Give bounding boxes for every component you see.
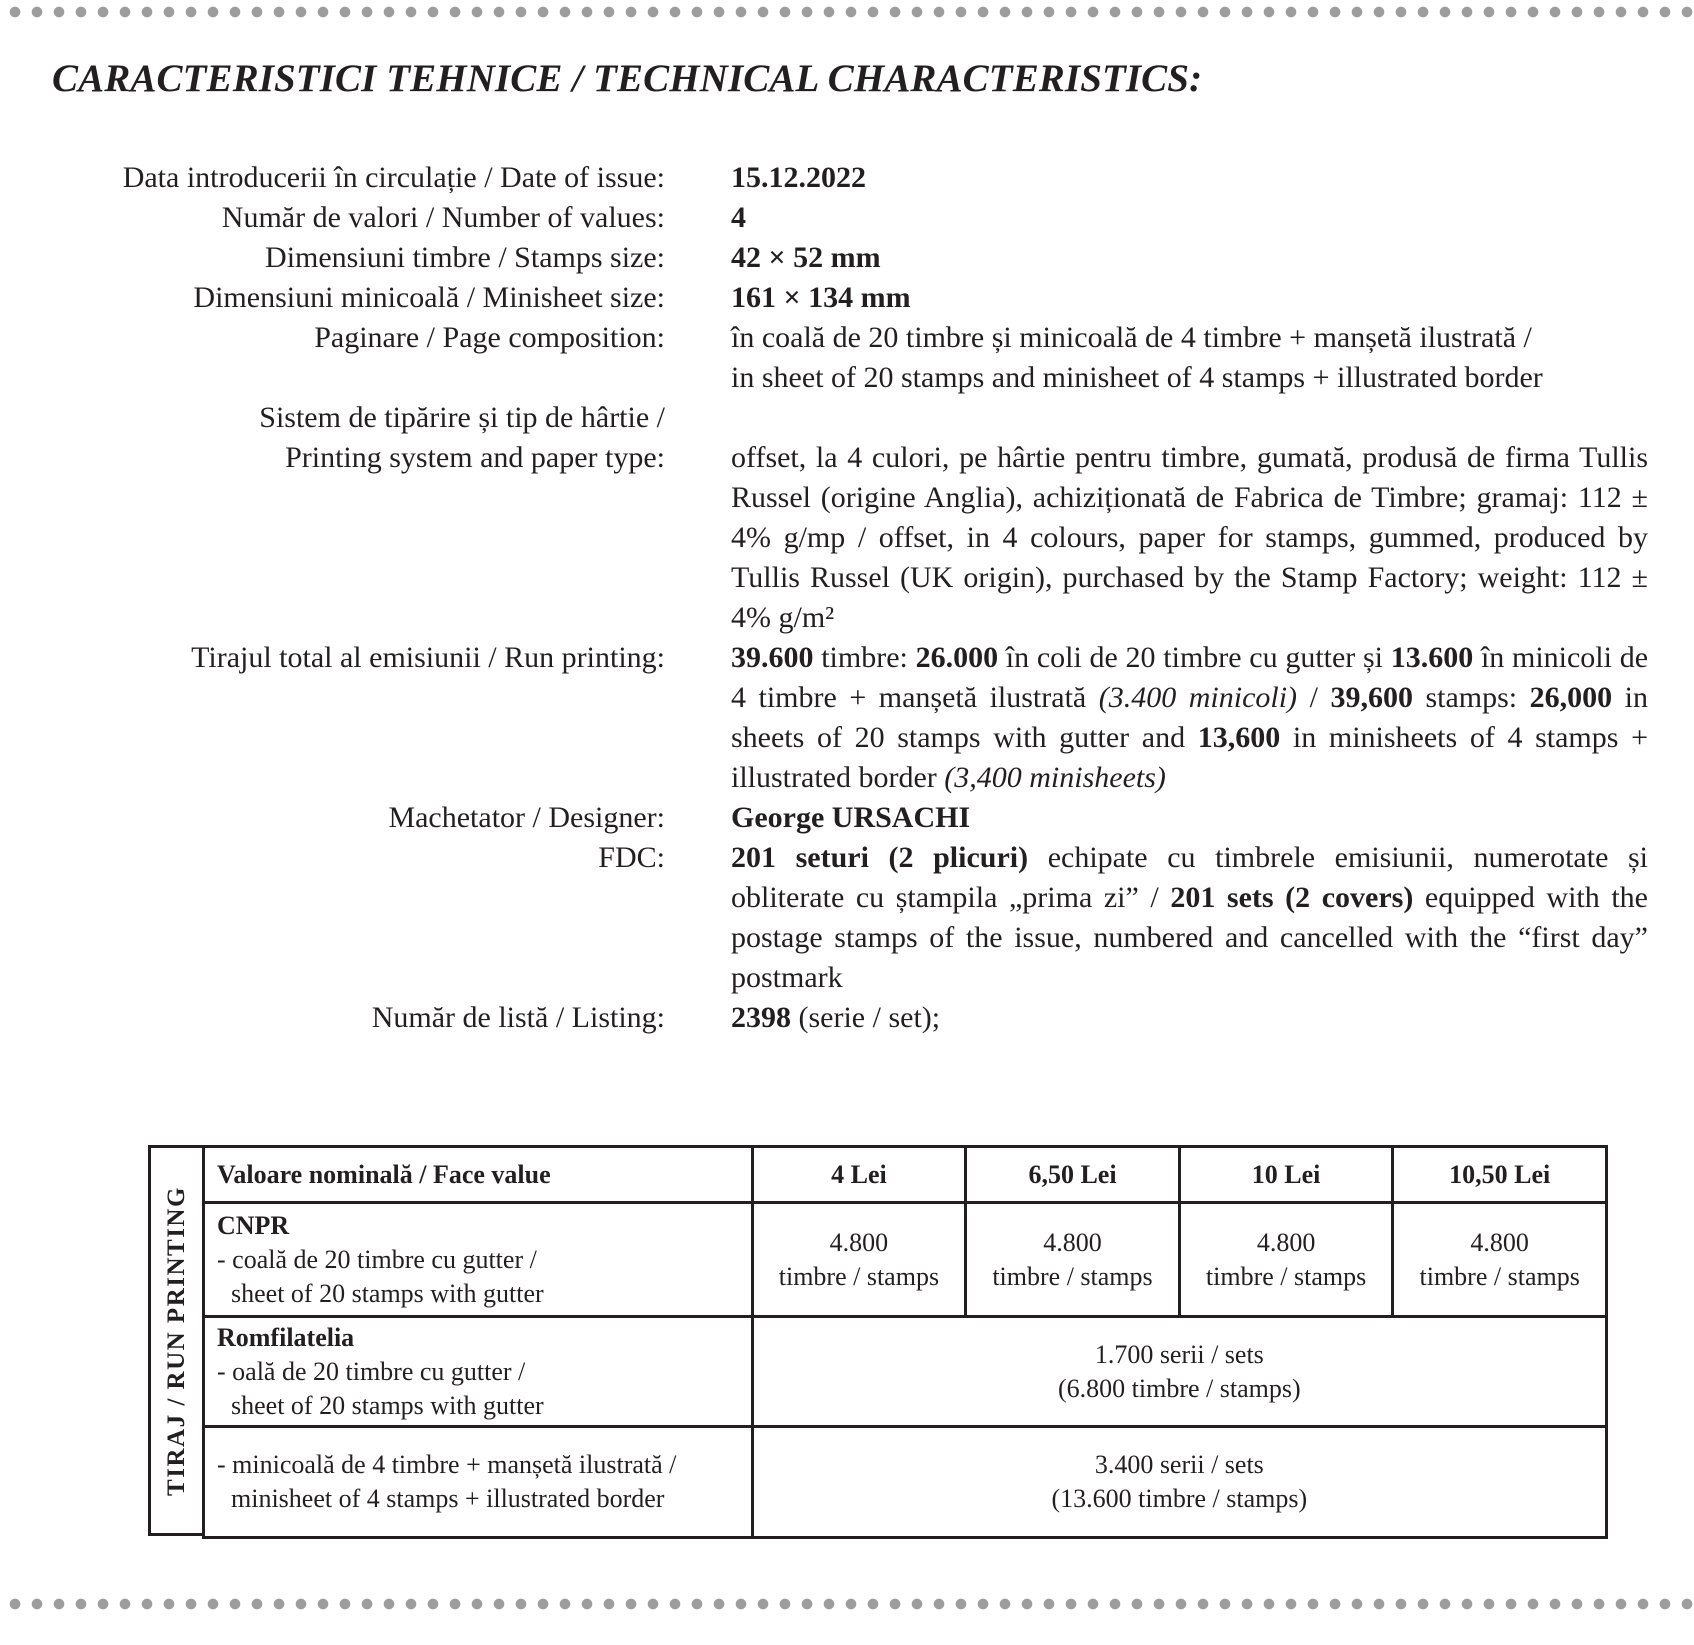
spec-row-date [0,158,1694,198]
spec-value [731,998,1648,1038]
run-minisheets-ro: 13.600 [1390,641,1474,674]
table-row-cnpr [204,1203,1607,1317]
specs-list [0,158,1694,1038]
spec-label: FDC: [598,841,665,874]
header-value-6-50-lei: 6,50 Lei [966,1147,1180,1203]
row-title: Romfilatelia [217,1322,355,1352]
spec-row-printing-label [0,398,1694,438]
spec-label: Tirajul total al emisiunii / Run printing: [191,641,665,674]
spec-label: Număr de listă / Listing: [371,1001,665,1034]
cell-line: 1.700 serii / sets [1094,1339,1264,1369]
run-minisheets-en: 13,600 [1197,721,1281,754]
table-row-romfilatelia [204,1317,1607,1427]
run-text: in sheets of 20 stamps with gutter and [731,681,1648,754]
cell-line: (6.800 timbre / stamps) [1057,1373,1301,1403]
spec-row-number-of-values [0,198,1694,238]
spec-row-listing [0,998,1694,1038]
cell-unit: timbre / stamps [992,1261,1153,1291]
spec-value: 42 × 52 mm [731,241,881,274]
spec-row-designer [0,798,1694,838]
spec-value: 15.12.2022 [731,161,866,194]
spec-label: Data introducerii în circulație / Date of issue: [122,161,665,194]
fdc-text: echipate cu timbrele emisiunii, numerotate și obliterate cu ștampila „prima zi” / [731,841,1648,914]
run-note-ro: (3.400 minicoli) [1098,681,1298,714]
spec-label: Număr de valori / Number of values: [221,201,665,234]
side-label-text: TIRAJ / RUN PRINTING [162,1185,190,1496]
row-title: CNPR [217,1210,290,1240]
table-cell [752,1203,966,1317]
run-sheets-ro: 26.000 [915,641,999,674]
spec-label: Sistem de tipărire și tip de hârtie / [259,401,665,434]
dotted-border-bottom [0,1596,1694,1612]
row-line: - oală de 20 timbre cu gutter / [217,1356,526,1386]
spec-value: offset, la 4 culori, pe hârtie pentru timbre, gumată, produsă de firma Tullis Russel (origine Anglia), achiziționată de Fabrica de Timbre; gramaj: 112 ± 4% g/mp / offset, in 4 colours, paper for stamps, gummed, produced by Tullis Russel (UK origin), purchased by the Stamp Factory; weight: 112 ± 4% g/m² [731,441,1648,634]
spec-value: 161 × 134 mm [731,281,911,314]
header-face-value: Valoare nominală / Face value [204,1147,753,1203]
spec-label: Dimensiuni minicoală / Minisheet size: [193,281,665,314]
spec-value [731,318,1648,398]
spec-row-run-printing [0,638,1694,798]
cell-unit: timbre / stamps [1205,1261,1367,1291]
cell-line: (13.600 timbre / stamps) [1051,1484,1308,1513]
spec-value: George URSACHI [731,801,971,834]
run-note-en: (3,400 minisheets) [944,761,1166,794]
listing-number: 2398 [731,1001,791,1034]
header-value-10-lei: 10 Lei [1179,1147,1393,1203]
run-text: în coli de 20 timbre cu gutter și [998,641,1391,674]
row-label [204,1427,753,1538]
cell-number: 4.800 [829,1227,889,1257]
run-total-ro: 39.600 [731,641,814,674]
spec-row-printing [0,438,1694,638]
cell-unit: timbre / stamps [778,1261,940,1291]
run-text: in minisheets of 4 stamps + illustrated border [731,721,1648,794]
run-printing-table-container [148,1145,1608,1536]
row-line: minisheet of 4 stamps + illustrated border [231,1484,665,1513]
row-label [204,1203,753,1317]
table-cell [1179,1203,1393,1317]
table-row-minisheet [204,1427,1607,1538]
run-text: / [1297,681,1331,714]
run-total-en: 39,600 [1330,681,1413,714]
run-text: în minicoli de 4 timbre + manșetă ilustrată [731,641,1649,714]
spec-row-fdc [0,838,1694,998]
table-header-row [204,1147,1607,1203]
spec-row-page-composition [0,318,1694,398]
fdc-text: equipped with the postage stamps of the issue, numbered and cancelled with the “first day” postmark [731,881,1648,994]
row-line: sheet of 20 stamps with gutter [231,1278,544,1308]
cell-number: 4.800 [1470,1227,1529,1257]
spec-label: Printing system and paper type: [285,441,665,474]
fdc-sets-ro: 201 seturi (2 plicuri) [731,841,1029,874]
spec-label: Dimensiuni timbre / Stamps size: [265,241,665,274]
spec-value: 4 [731,201,746,234]
row-line: sheet of 20 stamps with gutter [231,1390,544,1420]
table-cell-merged [752,1427,1606,1538]
run-text: stamps: [1412,681,1530,714]
spec-value-line: în coală de 20 timbre și minicoală de 4 timbre + manșetă ilustrată / [731,321,1532,354]
header-value-4-lei: 4 Lei [752,1147,966,1203]
header-value-10-50-lei: 10,50 Lei [1393,1147,1607,1203]
spec-label: Paginare / Page composition: [314,321,665,354]
spec-label: Machetator / Designer: [388,801,665,834]
cell-unit: timbre / stamps [1419,1261,1580,1291]
row-label [204,1317,753,1427]
table-cell [966,1203,1180,1317]
cell-number: 4.800 [1256,1227,1316,1257]
spec-value [731,638,1648,798]
run-printing-table [202,1145,1608,1539]
page-title: CARACTERISTICI TEHNICE / TECHNICAL CHARACTERISTICS: [52,57,1203,100]
listing-text: (serie / set); [791,1001,941,1034]
dotted-border-top [0,4,1694,20]
run-sheets-en: 26,000 [1529,681,1613,714]
table-cell [1393,1203,1607,1317]
row-line: - minicoală de 4 timbre + manșetă ilustrată / [217,1450,677,1479]
run-text: timbre: [813,641,916,674]
row-line: - coală de 20 timbre cu gutter / [217,1244,537,1274]
table-cell-merged [752,1317,1606,1427]
cell-number: 4.800 [1043,1227,1102,1257]
run-printing-side-label [148,1145,202,1536]
cell-line: 3.400 serii / sets [1094,1450,1264,1479]
spec-value [731,838,1648,998]
spec-value-line: in sheet of 20 stamps and minisheet of 4 stamps + illustrated border [731,361,1543,394]
fdc-sets-en: 201 sets (2 covers) [1170,881,1414,914]
spec-row-stamp-size [0,238,1694,278]
spec-row-minisheet-size [0,278,1694,318]
